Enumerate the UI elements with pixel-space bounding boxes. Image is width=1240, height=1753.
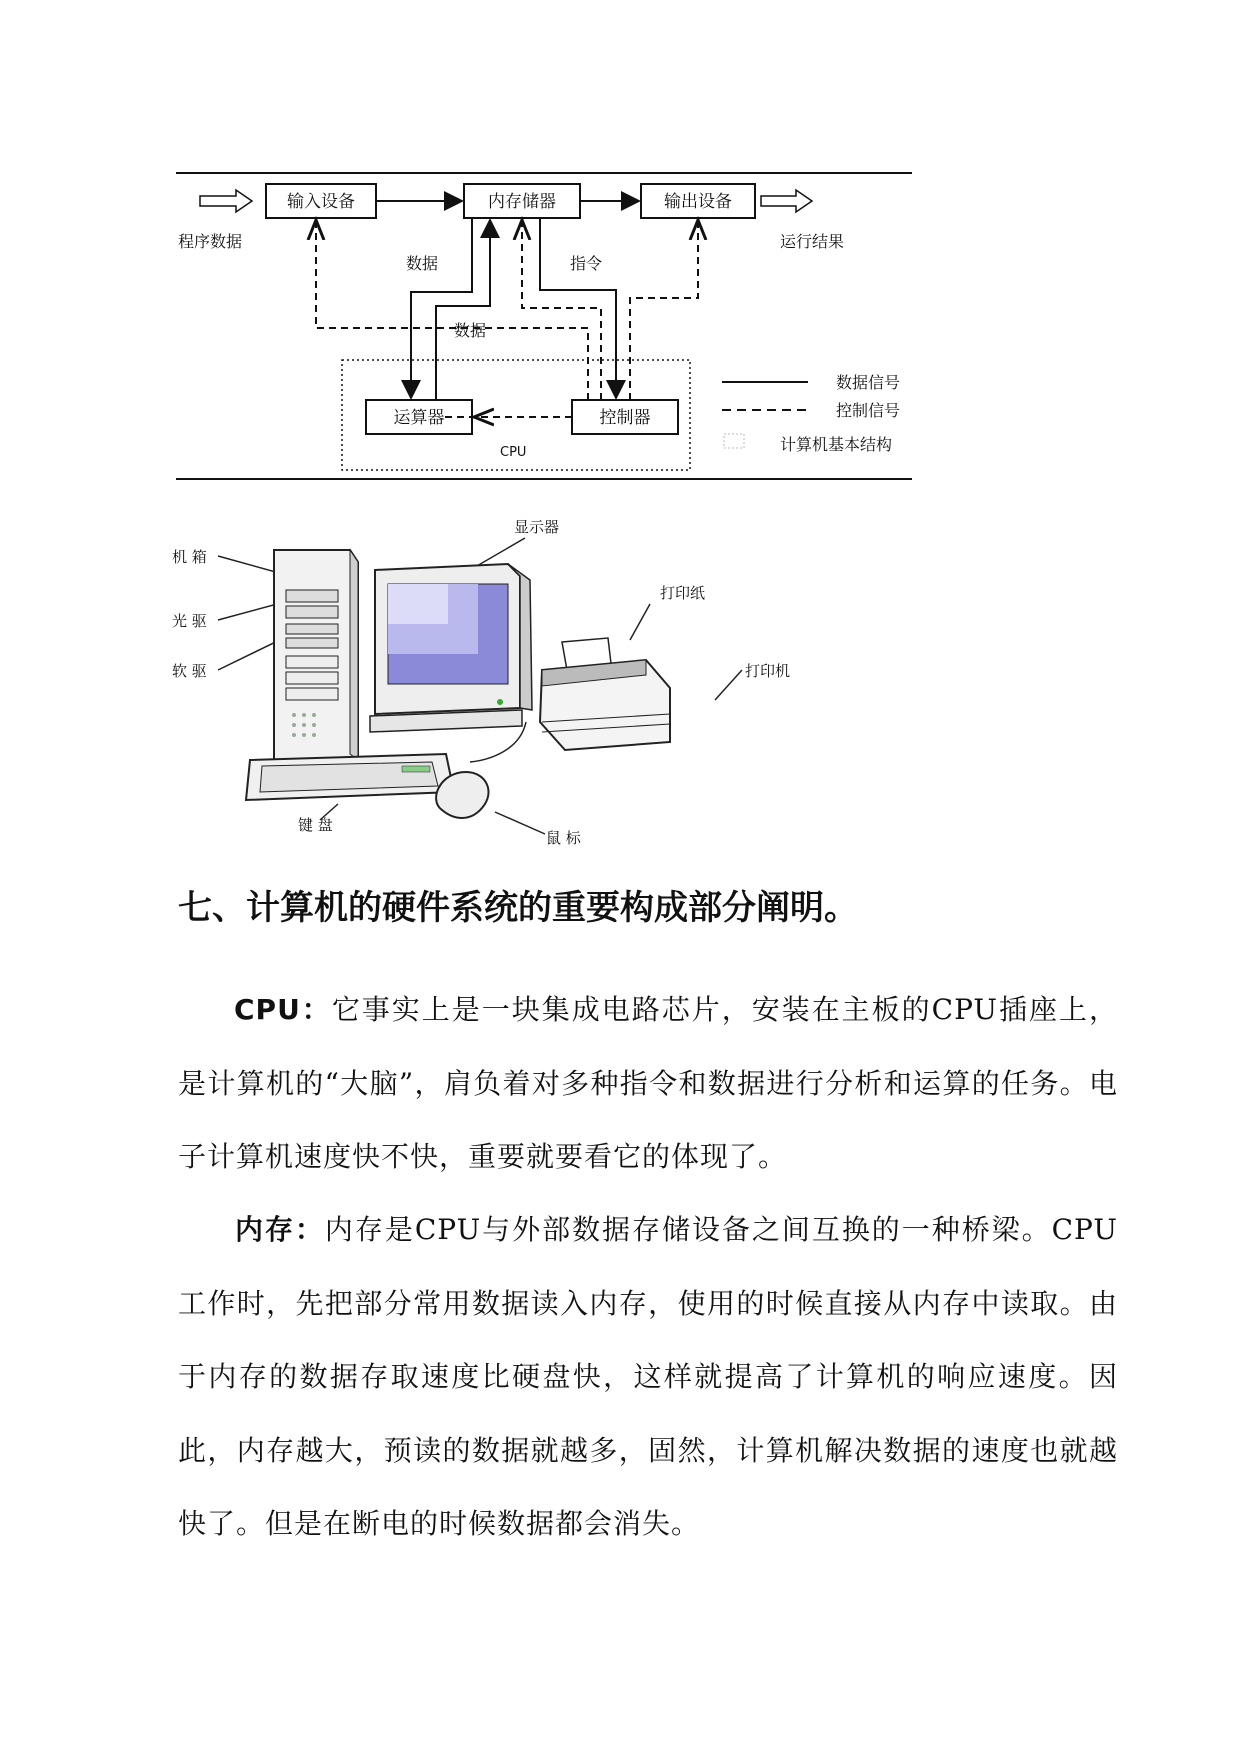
pc-hardware-illustration <box>170 510 810 865</box>
floppy-label: 软 驱 <box>172 662 207 680</box>
paper-label: 打印纸 <box>660 584 706 602</box>
instruction-label: 指令 <box>570 254 603 273</box>
cpu-paragraph <box>178 973 1118 1194</box>
cpu-term: CPU <box>234 993 301 1026</box>
result-label: 运行结果 <box>780 232 845 251</box>
data-left-label: 数据 <box>406 254 439 273</box>
alu-label: 运算器 <box>393 408 445 428</box>
legend-control-signal: 控制信号 <box>836 401 901 420</box>
monitor-label: 显示器 <box>514 518 560 536</box>
memory-term: 内存 <box>234 1213 295 1246</box>
memory-term-colon: ： <box>294 1213 325 1246</box>
printer-label: 打印机 <box>745 662 791 680</box>
cpu-term-colon: ： <box>300 993 332 1026</box>
memory-label: 内存储器 <box>488 192 556 212</box>
monitor <box>370 564 532 762</box>
mouse-label: 鼠 标 <box>546 829 581 847</box>
cpu-description: 它事实上是一块集成电路芯片，安装在主板的CPU插座上，是计算机的“大脑”，肩负着对多种指令和数据进行分析和运算的任务。电子计算机速度快不快，重要就要看它的体现了。 <box>178 993 1118 1173</box>
case-label: 机 箱 <box>172 548 207 566</box>
computer-case <box>274 550 358 760</box>
input-device-label: 输入设备 <box>287 192 355 212</box>
keyboard <box>246 754 454 800</box>
program-data-label: 程序数据 <box>178 232 243 251</box>
section-heading: 七、计算机的硬件系统的重要构成部分阐明。 <box>178 888 858 928</box>
computer-structure-diagram <box>176 172 916 482</box>
memory-paragraph <box>178 1193 1118 1561</box>
cpu-label: CPU <box>500 445 527 460</box>
controller-label: 控制器 <box>599 408 651 428</box>
legend-basic-structure: 计算机基本结构 <box>780 435 893 454</box>
legend-data-signal: 数据信号 <box>836 373 901 392</box>
keyboard-label: 键 盘 <box>298 816 333 834</box>
output-device-label: 输出设备 <box>664 192 732 212</box>
printer <box>540 638 670 750</box>
cdrom-label: 光 驱 <box>172 612 207 630</box>
memory-description: 内存是CPU与外部数据存储设备之间互换的一种桥梁。CPU工作时，先把部分常用数据读入内存，使用的时候直接从内存中读取。由于内存的数据存取速度比硬盘快，这样就提高了计算机的响应速度。因此，内存越大，预读的数据就越多，固然，计算机解决数据的速度也就越快了。但是在断电的时候数据都会消失。 <box>178 1213 1118 1540</box>
data-mid-label: 数据 <box>454 321 487 340</box>
